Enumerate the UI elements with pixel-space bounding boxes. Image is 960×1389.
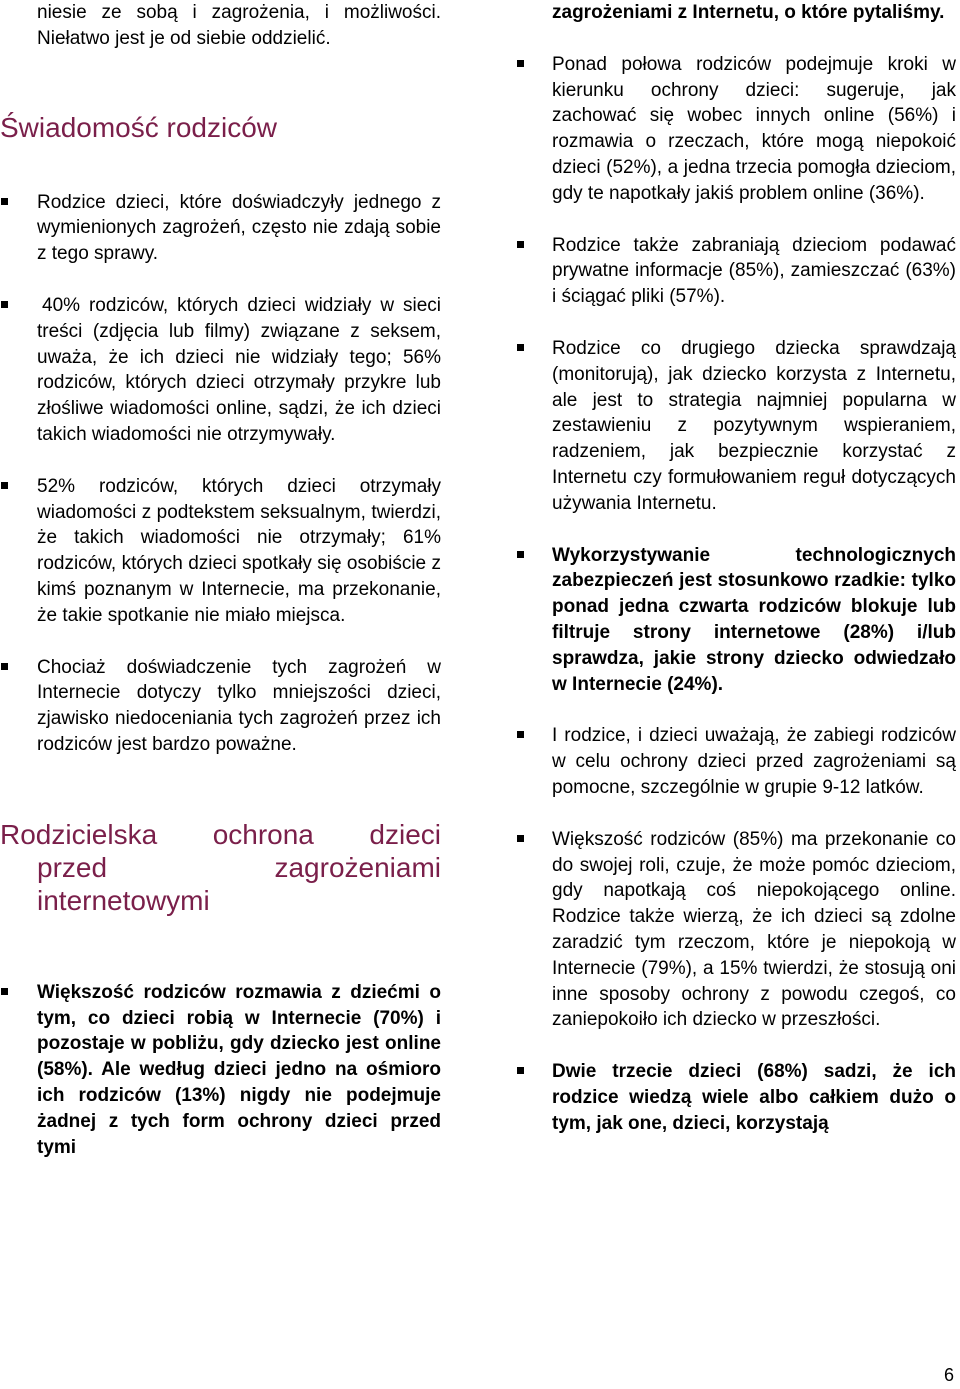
list-item: I rodzice, i dzieci uważają, że zabiegi rodziców w celu ochrony dzieci przed zagrożeniami są pomocne, szczególnie w grupie 9-12 latków. [516,723,956,800]
intro-paragraph: niesie ze sobą i zagrożenia, i możliwości. Niełatwo jest je od siebie oddzielić. [37,2,441,49]
left-column [0,0,441,1160]
heading-parental-protection [0,818,441,917]
list-item: Rodzice dzieci, które doświadczyły jednego z wymienionych zagrożeń, często nie zdają sobie z tego sprawy. [0,190,441,267]
heading-line: przed zagrożeniami [37,851,441,883]
page-number: 6 [943,1365,954,1385]
list-item: Chociaż doświadczenie tych zagrożeń w Internecie dotyczy tylko mniejszości dzieci, zjawisko niedoceniania tych zagrożeń przez ich rodziców jest bardzo poważne. [0,655,441,758]
list-item: Wykorzystywanie technologicznych zabezpieczeń jest stosunkowo rzadkie: tylko ponad jedna czwarta rodziców blokuje lub filtruje strony internetowe (28%) i/lub sprawdza, jakie strony dziecko odwiedzało w Internecie (24%). [516,543,956,698]
list-item: Większość rodziców (85%) ma przekonanie co do swojej roli, czuje, że może pomóc dzieciom, gdy napotkają coś niepokojącego online. Rodzice także wierzą, że ich dzieci są zdolne zaradzić tym rzeczom, które je niepokoją w Internecie (79%), a 15% twierdzi, że stosują oni inne sposoby ochrony z powodu czegoś, co zaniepokoiło ich dziecko w przeszłości. [516,827,956,1033]
heading-line: internetowymi [37,884,210,916]
list-item: Dwie trzecie dzieci (68%) sadzi, że ich rodzice wiedzą wiele albo całkiem dużo o tym, jak one, dzieci, korzystają [516,1059,956,1136]
continuation-paragraph: zagrożeniami z Internetu, o które pytaliśmy. [552,2,945,23]
right-column [516,0,956,1136]
list-item: Większość rodziców rozmawia z dziećmi o tym, co dzieci robią w Internecie (70%) i pozostaje w pobliżu, gdy dziecko jest online (58%). Ale według dzieci jedno na ośmioro ich rodziców (13%) nigdy nie podejmuje żadnej z tych form ochrony dzieci przed tymi [0,980,441,1161]
heading-line: Rodzicielska ochrona dzieci [0,818,441,850]
list-item: Ponad połowa rodziców podejmuje kroki w kierunku ochrony dzieci: sugeruje, jak zachować się wobec innych online (56%) i rozmawia o rzeczach, które mogą niepokoić dzieci (52%), a jedna trzecia pomogła dzieciom, gdy te napotkały jakiś problem online (36%). [516,52,956,207]
list-item: Rodzice co drugiego dziecka sprawdzają (monitorują), jak dziecko korzysta z Internetu, ale jest to strategia najmniej popularna w zestawieniu z pozytywnym wspieraniem, radzeniem, jak bezpiecznie korzystać z Internetu czy formułowaniem reguł dotyczących używania Internetu. [516,336,956,517]
list-item: 40% rodziców, których dzieci widziały w sieci treści (zdjęcia lub filmy) związane z seksem, uważa, że ich dzieci nie widziały tego; 56% rodziców, których dzieci otrzymały przykre lub złośliwe wiadomości online, sądzi, że ich dzieci takich wiadomości nie otrzymywały. [0,293,441,448]
heading-parent-awareness: Świadomość rodziców [0,111,277,143]
list-item: Rodzice także zabraniają dzieciom podawać prywatne informacje (85%), zamieszczać (63%) i ściągać pliki (57%). [516,233,956,310]
list-item: 52% rodziców, których dzieci otrzymały wiadomości z podtekstem seksualnym, twierdzi, że takich wiadomości nie otrzymały; 61% rodziców, których dzieci spotkały się osobiście z kimś poznanym w Internecie, ma przekonanie, że takie spotkanie nie miało miejsca. [0,474,441,629]
